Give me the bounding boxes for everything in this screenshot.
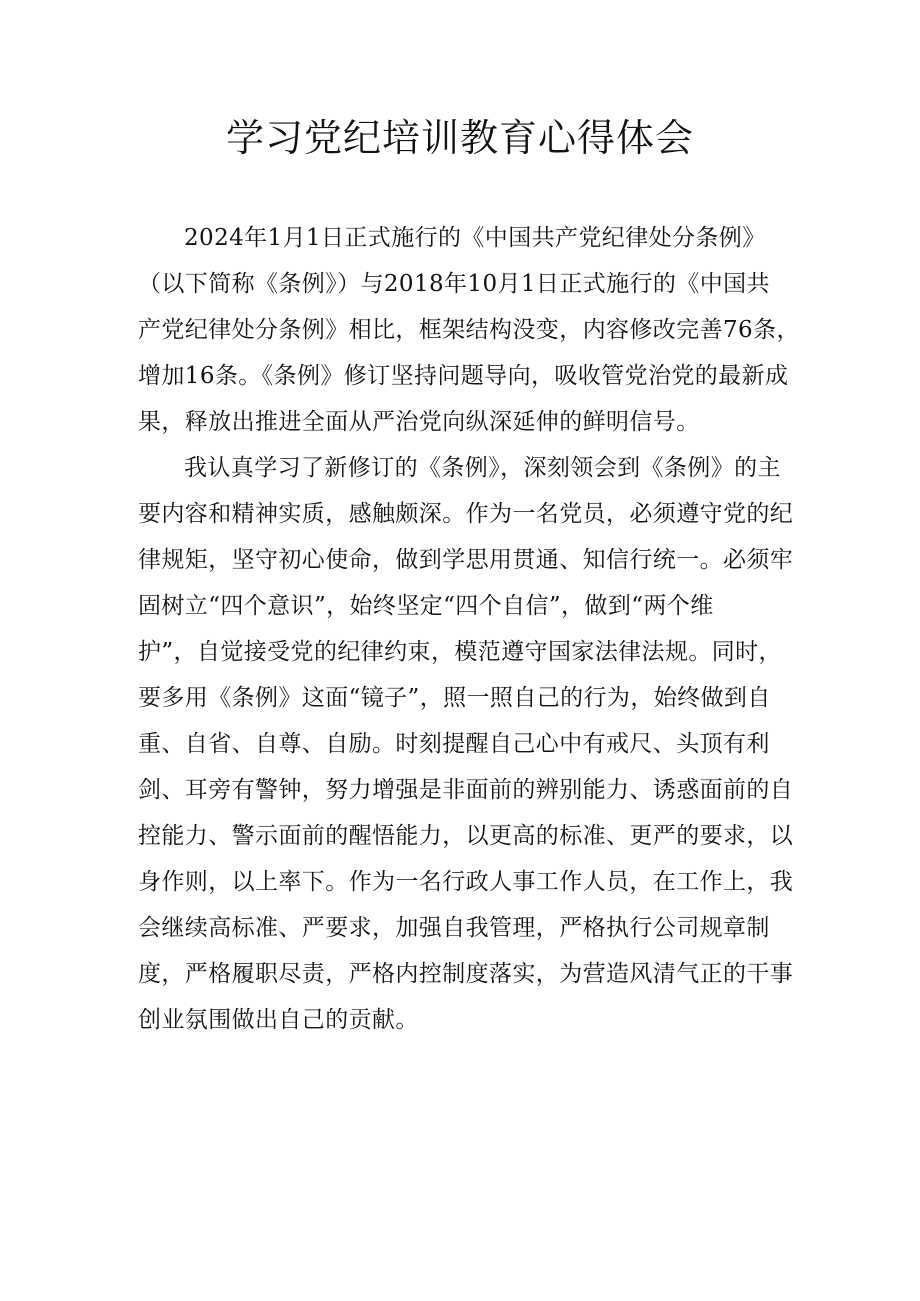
text-line: 增加16条。《条例》修订坚持问题导向，吸收管党治党的最新成 — [138, 363, 789, 389]
text-line: 要内容和精神实质，感触颇深。作为一名党员，必须遵守党的纪 — [138, 501, 794, 527]
text-line: 要多用《条例》这面“镜子”，照一照自己的行为，始终做到自 — [138, 685, 771, 711]
paragraph-1 — [138, 215, 800, 445]
text-line: 我认真学习了新修订的《条例》，深刻领会到《条例》的主 — [184, 455, 781, 481]
text-line: 身作则，以上率下。作为一名行政人事工作人员，在工作上，我 — [138, 869, 794, 895]
text-line: 护”，自觉接受党的纪律约束，模范遵守国家法律法规。同时， — [138, 639, 782, 665]
text-line: 产党纪律处分条例》相比，框架结构没变，内容修改完善76条， — [138, 317, 800, 343]
document-title: 学习党纪培训教育心得体会 — [225, 116, 694, 160]
document-body — [138, 215, 800, 1043]
text-line: 2024年1月1日正式施行的《中国共产党纪律处分条例》 — [184, 225, 766, 251]
text-line: 律规矩，坚守初心使命，做到学思用贯通、知信行统一。必须牢 — [138, 547, 794, 573]
text-line: （以下简称《条例》）与2018年10月1日正式施行的《中国共 — [138, 271, 770, 297]
paragraph-2 — [138, 445, 794, 1043]
text-line: 果，释放出推进全面从严治党向纵深延伸的鲜明信号。 — [138, 409, 700, 435]
text-line: 固树立“四个意识”，始终坚定“四个自信”，做到“两个维 — [138, 593, 714, 619]
text-line: 剑、耳旁有警钟，努力增强是非面前的辨别能力、诱惑面前的自 — [138, 777, 794, 803]
text-line: 度，严格履职尽责，严格内控制度落实，为营造风清气正的干事 — [138, 961, 794, 987]
text-line: 会继续高标准、严要求，加强自我管理，严格执行公司规章制 — [138, 915, 770, 941]
text-line: 控能力、警示面前的醒悟能力，以更高的标准、更严的要求，以 — [138, 823, 794, 849]
text-line: 创业氛围做出自己的贡献。 — [138, 1007, 419, 1033]
text-line: 重、自省、自尊、自励。时刻提醒自己心中有戒尺、头顶有利 — [138, 731, 770, 757]
